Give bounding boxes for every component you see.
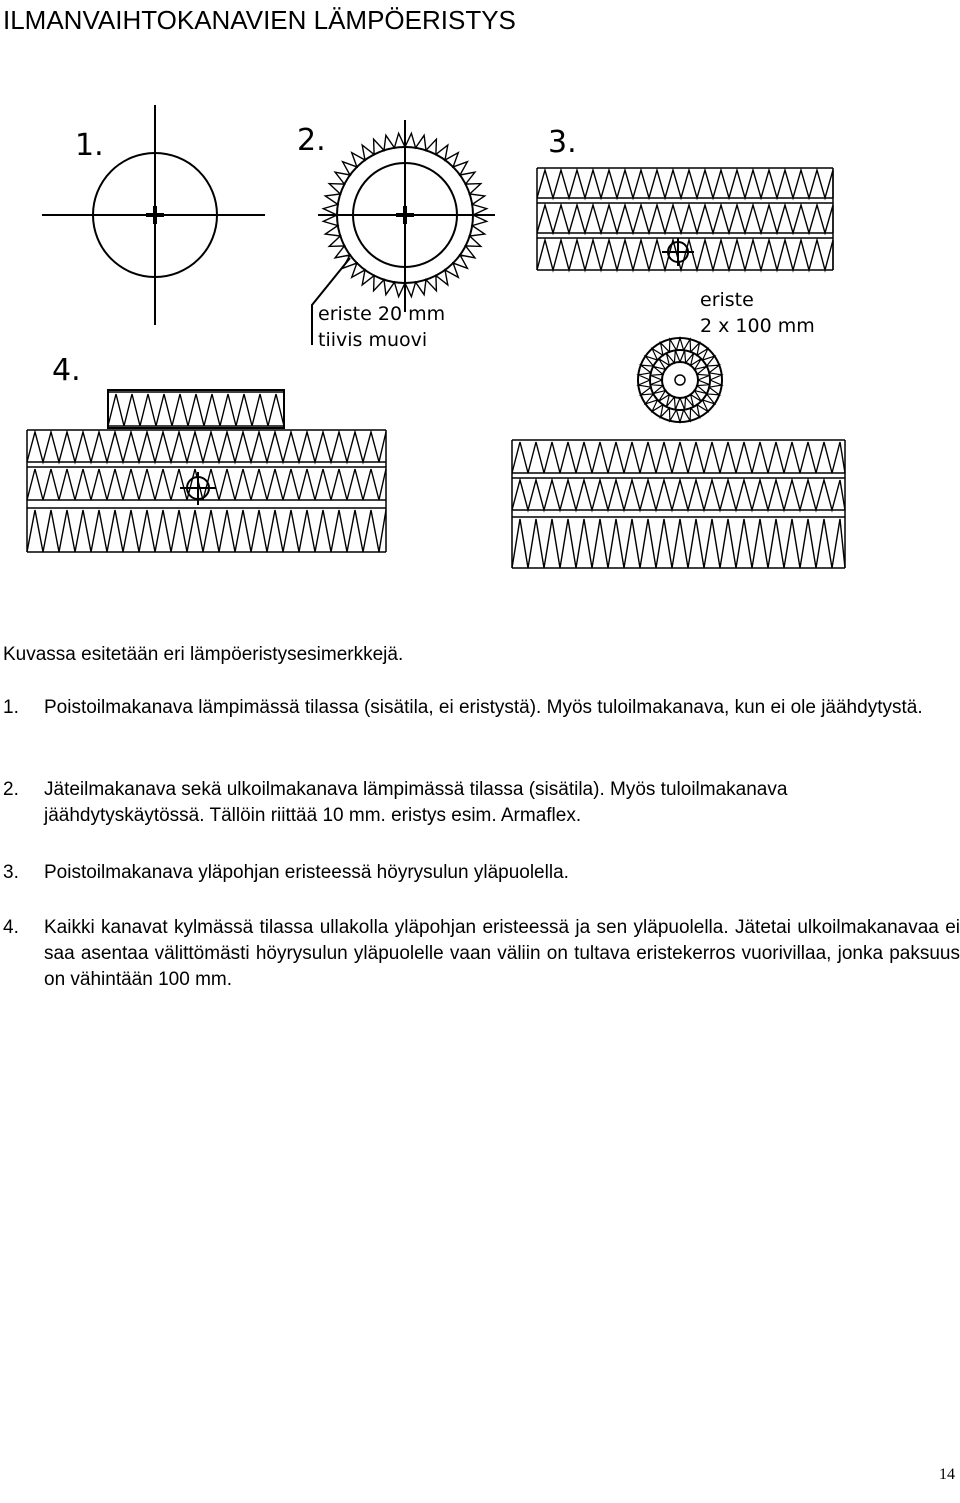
list-item-text: Jäteilmakanava sekä ulkoilmakanava lämpimässä tilassa (sisätila). Myös tuloilmakanava jäähdytyskäytössä. Tällöin riittää 10 mm. eristys esim. Armaflex.	[44, 779, 788, 826]
figure-label-3: 3.	[548, 125, 577, 160]
list-item-number: 1.	[3, 697, 19, 718]
duct-3-note-insulation: eriste	[700, 289, 754, 311]
page-number: 14	[939, 1466, 955, 1483]
insulation-diagram	[0, 90, 960, 590]
intro-text: Kuvassa esitetään eri lämpöeristysesimerkkejä.	[3, 644, 404, 665]
list-item-number: 2.	[3, 779, 19, 800]
duct-2-note-insulation: eriste 20 mm	[318, 303, 446, 325]
figure-label-1: 1.	[75, 128, 104, 163]
list-item-text: Poistoilmakanava lämpimässä tilassa (sisätila, ei eristystä). Myös tuloilmakanava, kun ei ole jäähdytystä.	[44, 697, 923, 718]
page-title: ILMANVAIHTOKANAVIEN LÄMPÖERISTYS	[3, 5, 516, 35]
list-item	[3, 915, 960, 993]
list-item	[3, 695, 960, 747]
figure-label-4: 4.	[52, 353, 81, 388]
figure-label-2: 2.	[297, 123, 326, 158]
list-item-number: 3.	[3, 862, 19, 883]
list-item-number: 4.	[3, 917, 19, 938]
list-item	[3, 777, 960, 829]
insulation-layers-3	[537, 168, 833, 270]
duct-2-note-plastic: tiivis muovi	[318, 329, 428, 351]
list-item-text: Kaikki kanavat kylmässä tilassa ullakolla yläpohjan eristeessä ja sen yläpuolella. Jätetai ulkoilmakanavaa ei saa asentaa välittömästi höyrysulun yläpuolelle vaan väliin on tultava eristekerros vuorivillaa, jonka paksuus on vähintään 100 mm.	[44, 917, 960, 990]
list-item	[3, 860, 960, 886]
list-item-text: Poistoilmakanava yläpohjan eristeessä höyrysulun yläpuolella.	[44, 862, 569, 883]
insulation-layers-4-left	[27, 390, 386, 552]
insulation-layers-4-right	[512, 338, 845, 568]
duct-3-note-thickness: 2 x 100 mm	[700, 315, 815, 337]
